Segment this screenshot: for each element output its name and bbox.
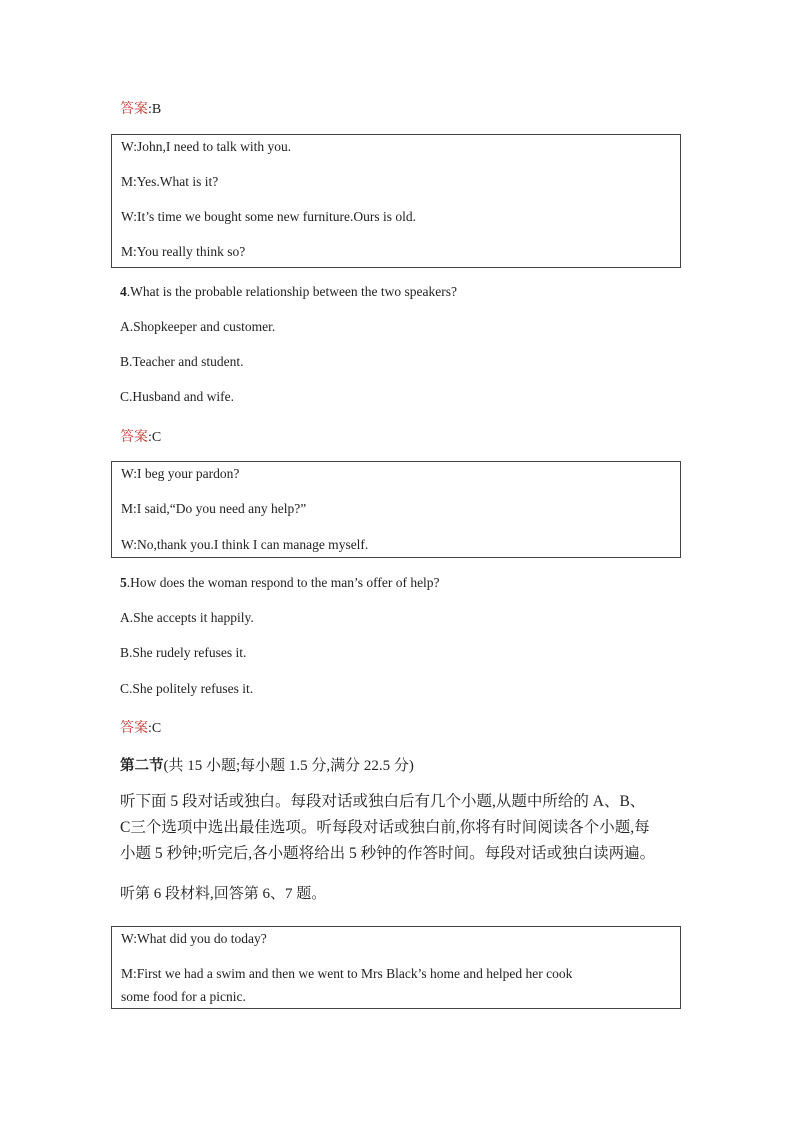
option-c: C.She politely refuses it. — [120, 681, 254, 696]
dialog-line: M:First we had a swim and then we went to Mrs Black’s home and helped her cook — [121, 966, 573, 981]
section-title: 第二节 — [120, 758, 164, 774]
dialog-line: M:I said,“Do you need any help?” — [121, 501, 307, 516]
answer-value: :B — [148, 102, 162, 117]
answer-3 — [120, 98, 161, 118]
instruction-line: 听下面 5 段对话或独白。每段对话或独白后有几个小题,从题中所给的 A、B、 — [120, 793, 646, 810]
question-number: 4 — [120, 284, 127, 299]
answer-4 — [120, 426, 161, 446]
answer-5 — [120, 717, 161, 737]
question-text: .What is the probable relationship between the two speakers? — [126, 284, 458, 299]
dialog-line: some food for a picnic. — [121, 989, 246, 1004]
section-heading — [120, 754, 414, 775]
answer-label: 答案 — [120, 430, 148, 445]
option-b: B.She rudely refuses it. — [120, 645, 247, 660]
dialog-line: W:It’s time we bought some new furniture.Ours is old. — [121, 209, 416, 224]
question-4 — [120, 284, 457, 300]
question-5 — [120, 575, 440, 591]
option-a: A.Shopkeeper and customer. — [120, 319, 276, 334]
answer-value: :C — [148, 430, 162, 445]
dialog-line: M:You really think so? — [121, 244, 246, 259]
dialog-box-6 — [111, 926, 681, 1009]
instruction-line: 小题 5 秒钟;听完后,各小题将给出 5 秒钟的作答时间。每段对话或独白读两遍。 — [120, 845, 656, 862]
instruction-line: C三个选项中选出最佳选项。听每段对话或独白前,你将有时间阅读各个小题,每 — [120, 819, 650, 836]
instructions-paragraph — [120, 789, 670, 867]
dialog-line: W:No,thank you.I think I can manage myself. — [121, 537, 369, 552]
answer-label: 答案 — [120, 721, 148, 736]
listen-instruction: 听第 6 段材料,回答第 6、7 题。 — [120, 886, 327, 902]
option-a: A.She accepts it happily. — [120, 610, 254, 625]
question-number: 5 — [120, 575, 127, 590]
option-b: B.Teacher and student. — [120, 354, 244, 369]
dialog-box-4 — [111, 461, 681, 558]
section-detail: (共 15 小题;每小题 1.5 分,满分 22.5 分) — [163, 758, 414, 774]
dialog-line: W:What did you do today? — [121, 931, 267, 946]
answer-label: 答案 — [120, 102, 148, 117]
answer-value: :C — [148, 721, 162, 736]
dialog-line: W:I beg your pardon? — [121, 466, 240, 481]
option-c: C.Husband and wife. — [120, 389, 234, 404]
dialog-box-3 — [111, 134, 681, 268]
dialog-line: M:Yes.What is it? — [121, 174, 219, 189]
dialog-line: W:John,I need to talk with you. — [121, 139, 292, 154]
question-text: .How does the woman respond to the man’s offer of help? — [126, 575, 440, 590]
